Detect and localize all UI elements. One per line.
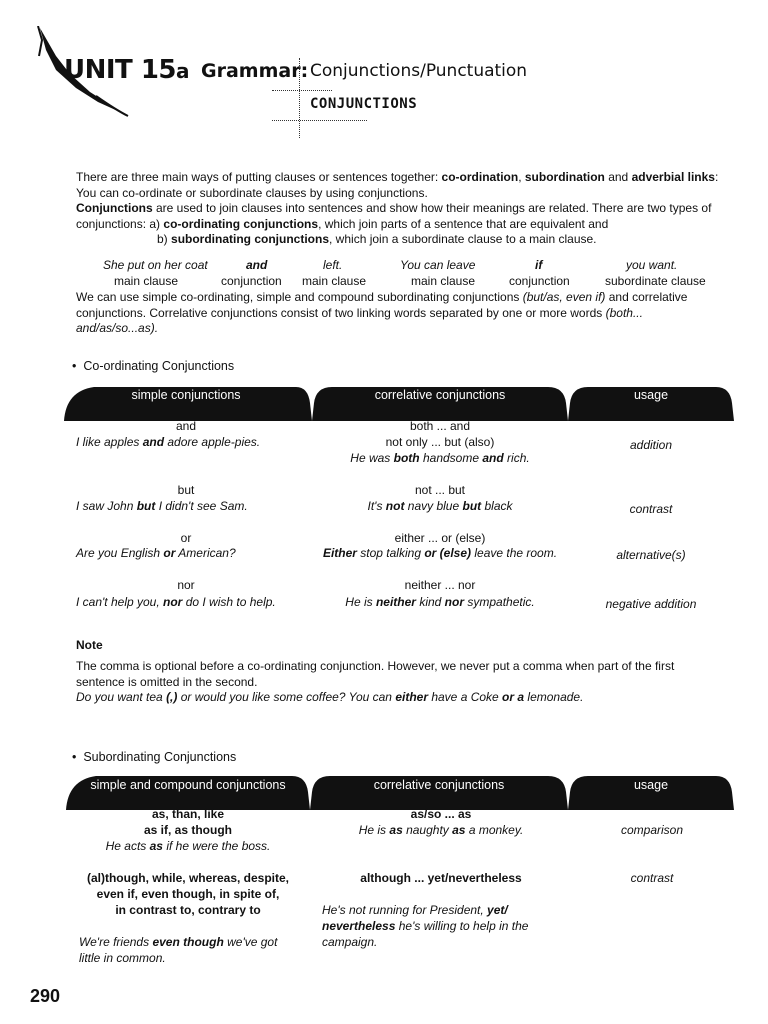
bullet-icon: • [72,750,77,764]
subord-simple-conj: as if, as though [143,823,232,837]
example-conj-1: and [246,258,268,272]
subord-usage: comparison [620,823,684,837]
coord-correlative-conj: either ... or (else) [394,531,486,545]
coord-simple-example: I like apples and adore apple-pies. [76,435,261,449]
subord-simple-conj: even if, even though, in spite of, [96,887,280,901]
subord-correlative-example: He's not running for President, yet/ nevertheless he's willing to help in the campaign. [322,903,529,949]
label-subordinate-clause: subordinate clause [605,274,706,288]
subordinating-heading: • Subordinating Conjunctions [72,750,237,764]
label-main-clause: main clause [114,274,179,288]
coord-simple-conj: but [177,483,195,497]
example-sentence-1: She put on her coat [103,258,208,272]
example-end-1: left. [323,258,343,272]
coord-correlative-conj: neither ... nor [404,578,476,592]
subord-correlative-example: He is as naughty as a monkey. [358,823,524,837]
note-paragraph: The comma is optional before a co-ordinating conjunction. However, we never put a comma when part of the first sentence is omitted in the second. Do you want tea (,) or would you like some coffee? You can either have a Coke or a lemonade. [76,659,675,704]
page-title: Conjunctions/Punctuation [310,61,528,81]
coord-simple-example: I can't help you, nor do I wish to help. [76,595,276,609]
tab-simple-compound-conjunctions: simple and compound conjunctions [90,778,286,792]
coord-correlative-example: He is neither kind nor sympathetic. [345,595,535,609]
coordinating-heading: • Co-ordinating Conjunctions [72,359,235,373]
tab-usage: usage [633,388,669,402]
tab-simple-conjunctions: simple conjunctions [131,388,241,402]
coord-usage: contrast [629,502,673,516]
example-conj-2: if [535,258,543,272]
coord-usage: alternative(s) [616,548,686,562]
coord-correlative-conj: not ... but [414,483,466,497]
correlative-paragraph: We can use simple co-ordinating, simple and compound subordinating conjunctions (but/as, even if) and correlative conjunctions. Correlative conjunctions consist of two linking words separated by one or more words (both... and/as/so...as). [76,290,688,335]
example-end-2: you want. [626,258,678,272]
coord-usage: addition [629,438,673,452]
section-title: CONJUNCTIONS [310,96,418,112]
intro-paragraph: There are three main ways of putting clauses or sentences together: co-ordination, subordination and adverbial links: You can co-ordinate or subordinate clauses by using conjunctions. Conjunctions are used to join clauses into sentences and show how their meanings are related. There are two types of conjunctions: a) co-ordinating conjunctions, which join parts of a sentence that are equivalent and b) subordinating conjunctions, which join a subordinate clause to a main clause. [76,170,719,246]
coord-correlative-example: He was both handsome and rich. [350,451,530,465]
example-sentence-2: You can leave [400,258,476,272]
subord-simple-conj: as, than, like [151,807,225,821]
unit-number: UNIT 15a [64,55,190,85]
coord-correlative-conj: not only ... but (also) [385,435,495,449]
coord-correlative-conj: both ... and [409,419,471,433]
header-divider-vertical [299,58,300,138]
tab-correlative-conjunctions: correlative conjunctions [373,778,505,792]
bullet-icon: • [72,359,77,373]
subord-simple-example: We're friends even though we've got little in common. [79,935,278,965]
label-conjunction: conjunction [221,274,282,288]
note-heading: Note [76,638,103,652]
subord-simple-conj: (al)though, while, whereas, despite, [86,871,290,885]
tab-correlative-conjunctions: correlative conjunctions [374,388,506,402]
coord-simple-conj: and [175,419,197,433]
subordinating-table-header [66,774,734,810]
coord-correlative-example: Either stop talking or (else) leave the room. [322,546,558,560]
coord-correlative-example: It's not navy blue but black [367,499,513,513]
coord-simple-conj: nor [177,578,195,592]
label-conjunction: conjunction [509,274,570,288]
coord-simple-example: I saw John but I didn't see Sam. [76,499,248,513]
coord-simple-conj: or [180,531,192,545]
coord-usage: negative addition [605,597,697,611]
subord-simple-example: He acts as if he were the boss. [105,839,271,853]
subord-simple-conj: in contrast to, contrary to [115,903,261,917]
tab-usage: usage [633,778,669,792]
header-divider-line-2 [272,120,367,121]
subord-correlative-conj: as/so ... as [410,807,472,821]
subord-usage: contrast [630,871,674,885]
page-number: 290 [30,986,61,1006]
subord-correlative-conj: although ... yet/nevertheless [360,871,522,885]
coord-simple-example: Are you English or American? [76,546,236,560]
label-main-clause: main clause [411,274,476,288]
grammar-label: Grammar: [201,60,309,82]
header-divider-line [272,90,332,91]
coordinating-table-header [64,385,734,421]
label-main-clause: main clause [302,274,367,288]
